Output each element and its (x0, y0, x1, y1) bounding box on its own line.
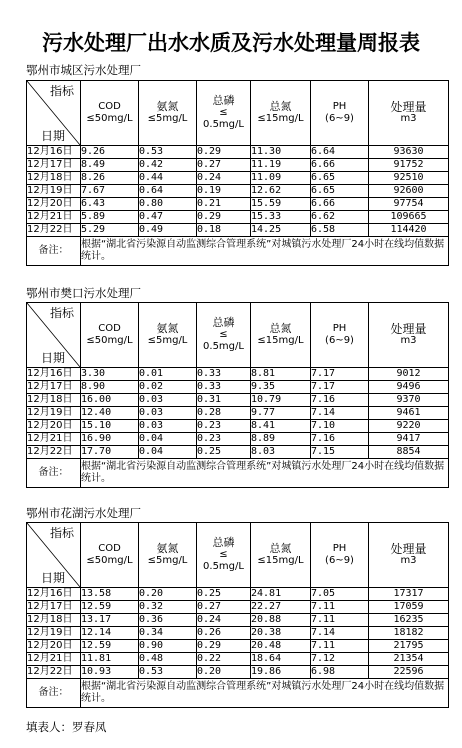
ph-cell: 6.65 (311, 172, 369, 185)
cod-name: COD (98, 101, 121, 112)
tn-cell: 8.81 (251, 368, 311, 381)
date-cell: 12月21日 (27, 433, 81, 446)
date-cell: 12月18日 (27, 172, 81, 185)
report-title: 污水处理厂出水水质及污水处理量周报表 (42, 30, 420, 55)
ph-cell: 6.66 (311, 198, 369, 211)
table-row (27, 211, 449, 224)
volume-cell: 9417 (369, 433, 449, 446)
tp-cell: 0.27 (197, 159, 251, 172)
ph-cell: 7.17 (311, 381, 369, 394)
filler-line (26, 719, 107, 735)
cod-cell: 5.89 (81, 211, 139, 224)
volume-name: 处理量 (390, 322, 427, 336)
tn-cell: 9.77 (251, 407, 311, 420)
note-row (27, 459, 449, 488)
plant-name: 鄂州市城区污水处理厂 (26, 63, 141, 77)
cod-header (81, 81, 139, 146)
volume-header (369, 81, 449, 146)
note-row (27, 237, 449, 266)
volume-unit: m3 (400, 555, 417, 566)
indicator-label: 指标 (49, 84, 74, 98)
date-cell: 12月18日 (27, 614, 81, 627)
cod-cell: 12.40 (81, 407, 139, 420)
tp-cell: 0.23 (197, 433, 251, 446)
ammonia-limit: ≤5mg/L (147, 335, 188, 346)
ammonia-cell: 0.01 (139, 368, 197, 381)
ammonia-cell: 0.03 (139, 394, 197, 407)
table-row (27, 381, 449, 394)
volume-cell: 17317 (369, 588, 449, 601)
date-cell: 12月19日 (27, 407, 81, 420)
tp-cell: 0.19 (197, 185, 251, 198)
volume-cell: 18182 (369, 627, 449, 640)
ph-cell: 6.58 (311, 224, 369, 237)
ph-header (311, 523, 369, 588)
tn-cell: 12.62 (251, 185, 311, 198)
ammonia-cell: 0.03 (139, 420, 197, 433)
table-row (27, 224, 449, 237)
volume-cell: 92510 (369, 172, 449, 185)
volume-cell: 114420 (369, 224, 449, 237)
tp-header (197, 523, 251, 588)
tn-cell: 22.27 (251, 601, 311, 614)
tn-header (251, 303, 311, 368)
tp-limit: 0.5mg/L (203, 341, 244, 352)
tp-header (197, 303, 251, 368)
ammonia-cell: 0.04 (139, 433, 197, 446)
tn-limit: ≤15mg/L (257, 335, 304, 346)
cod-header (81, 523, 139, 588)
volume-unit: m3 (400, 113, 417, 124)
table-row (27, 433, 449, 446)
cod-cell: 6.43 (81, 198, 139, 211)
ph-name: PH (332, 323, 347, 334)
indicator-label: 指标 (49, 526, 74, 540)
plant-table (26, 522, 449, 708)
date-cell: 12月16日 (27, 588, 81, 601)
tp-limit: 0.5mg/L (203, 561, 244, 572)
date-cell: 12月21日 (27, 653, 81, 666)
note-label: 备注： (27, 237, 81, 266)
ammonia-cell: 0.04 (139, 446, 197, 459)
ammonia-cell: 0.48 (139, 653, 197, 666)
table-row (27, 420, 449, 433)
cod-cell: 16.00 (81, 394, 139, 407)
table-row (27, 601, 449, 614)
cod-cell: 12.59 (81, 640, 139, 653)
date-label: 日期 (41, 129, 66, 143)
cod-cell: 13.58 (81, 588, 139, 601)
date-cell: 12月21日 (27, 211, 81, 224)
ph-range: (6~9) (325, 113, 354, 124)
tp-cell: 0.33 (197, 381, 251, 394)
cod-limit: ≤50mg/L (86, 555, 133, 566)
ph-cell: 6.64 (311, 146, 369, 159)
ph-cell: 7.16 (311, 433, 369, 446)
table-row (27, 666, 449, 679)
ammonia-cell: 0.20 (139, 588, 197, 601)
tp-header (197, 81, 251, 146)
date-cell: 12月16日 (27, 368, 81, 381)
tp-cell: 0.26 (197, 627, 251, 640)
volume-cell: 93630 (369, 146, 449, 159)
tn-name: 总氮 (269, 542, 292, 555)
tn-cell: 24.81 (251, 588, 311, 601)
ph-cell: 7.10 (311, 420, 369, 433)
tp-cell: 0.24 (197, 172, 251, 185)
ph-cell: 6.62 (311, 211, 369, 224)
cod-cell: 12.14 (81, 627, 139, 640)
diagonal-header-cell (27, 303, 81, 368)
tp-cell: 0.25 (197, 446, 251, 459)
volume-cell: 8854 (369, 446, 449, 459)
ammonia-cell: 0.02 (139, 381, 197, 394)
plant-table (26, 302, 449, 488)
table-row (27, 394, 449, 407)
date-cell: 12月22日 (27, 446, 81, 459)
table-row (27, 146, 449, 159)
tn-cell: 15.59 (251, 198, 311, 211)
ph-cell: 7.14 (311, 407, 369, 420)
volume-cell: 17059 (369, 601, 449, 614)
ph-cell: 7.17 (311, 368, 369, 381)
ammonia-name: 氨氮 (156, 542, 179, 555)
cod-cell: 9.26 (81, 146, 139, 159)
ammonia-header (139, 81, 197, 146)
ph-cell: 6.98 (311, 666, 369, 679)
table-row (27, 446, 449, 459)
date-label: 日期 (41, 571, 66, 585)
volume-cell: 109665 (369, 211, 449, 224)
table-row (27, 172, 449, 185)
note-label: 备注： (27, 459, 81, 488)
volume-header (369, 523, 449, 588)
tn-header (251, 81, 311, 146)
cod-limit: ≤50mg/L (86, 113, 133, 124)
tn-limit: ≤15mg/L (257, 555, 304, 566)
cod-cell: 5.29 (81, 224, 139, 237)
tp-cell: 0.24 (197, 614, 251, 627)
note-label: 备注： (27, 679, 81, 708)
cod-header (81, 303, 139, 368)
tp-cell: 0.22 (197, 653, 251, 666)
date-cell: 12月17日 (27, 159, 81, 172)
tn-name: 总氮 (269, 100, 292, 113)
tp-cell: 0.20 (197, 666, 251, 679)
cod-cell: 8.90 (81, 381, 139, 394)
ph-cell: 6.66 (311, 159, 369, 172)
tp-cell: 0.18 (197, 224, 251, 237)
ammonia-cell: 0.34 (139, 627, 197, 640)
tn-cell: 8.03 (251, 446, 311, 459)
tp-le: ≤ (219, 549, 228, 560)
ammonia-cell: 0.36 (139, 614, 197, 627)
ammonia-cell: 0.49 (139, 224, 197, 237)
cod-cell: 8.26 (81, 172, 139, 185)
ph-cell: 7.16 (311, 394, 369, 407)
cod-name: COD (98, 543, 121, 554)
table-row (27, 640, 449, 653)
date-cell: 12月20日 (27, 640, 81, 653)
ammonia-name: 氨氮 (156, 100, 179, 113)
volume-header (369, 303, 449, 368)
volume-cell: 97754 (369, 198, 449, 211)
tp-cell: 0.23 (197, 420, 251, 433)
tp-cell: 0.33 (197, 368, 251, 381)
tn-cell: 20.88 (251, 614, 311, 627)
cod-name: COD (98, 323, 121, 334)
cod-cell: 13.17 (81, 614, 139, 627)
ph-header (311, 81, 369, 146)
ammonia-name: 氨氮 (156, 322, 179, 335)
cod-cell: 17.70 (81, 446, 139, 459)
header-row (27, 303, 449, 368)
cod-cell: 16.90 (81, 433, 139, 446)
tp-cell: 0.29 (197, 640, 251, 653)
tn-cell: 8.89 (251, 433, 311, 446)
ammonia-limit: ≤5mg/L (147, 555, 188, 566)
volume-cell: 21795 (369, 640, 449, 653)
date-cell: 12月20日 (27, 420, 81, 433)
tn-cell: 9.35 (251, 381, 311, 394)
ph-cell: 7.15 (311, 446, 369, 459)
tn-cell: 18.64 (251, 653, 311, 666)
date-cell: 12月19日 (27, 627, 81, 640)
date-cell: 12月16日 (27, 146, 81, 159)
ammonia-cell: 0.32 (139, 601, 197, 614)
volume-cell: 92600 (369, 185, 449, 198)
diagonal-header-cell (27, 81, 81, 146)
ammonia-header (139, 523, 197, 588)
ph-name: PH (332, 101, 347, 112)
cod-cell: 3.30 (81, 368, 139, 381)
ammonia-limit: ≤5mg/L (147, 113, 188, 124)
tn-cell: 20.38 (251, 627, 311, 640)
note-row (27, 679, 449, 708)
table-row (27, 368, 449, 381)
filler-name: 罗春凤 (72, 720, 107, 734)
tn-cell: 10.79 (251, 394, 311, 407)
ph-cell: 7.11 (311, 640, 369, 653)
table-row (27, 653, 449, 666)
note-text: 根据“湖北省污染源自动监测综合管理系统”对城镇污水处理厂24小时在线均值数据统计。 (81, 459, 449, 488)
ammonia-cell: 0.03 (139, 407, 197, 420)
volume-cell: 21354 (369, 653, 449, 666)
date-cell: 12月17日 (27, 381, 81, 394)
tp-name: 总磷 (212, 94, 235, 107)
cod-cell: 15.10 (81, 420, 139, 433)
tn-cell: 14.25 (251, 224, 311, 237)
ph-cell: 7.05 (311, 588, 369, 601)
indicator-label: 指标 (49, 306, 74, 320)
cod-cell: 10.93 (81, 666, 139, 679)
tn-cell: 11.09 (251, 172, 311, 185)
volume-name: 处理量 (390, 542, 427, 556)
table-row (27, 185, 449, 198)
date-label: 日期 (41, 351, 66, 365)
diagonal-header-cell (27, 523, 81, 588)
tn-cell: 19.86 (251, 666, 311, 679)
tp-limit: 0.5mg/L (203, 119, 244, 130)
table-row (27, 614, 449, 627)
tn-limit: ≤15mg/L (257, 113, 304, 124)
cod-cell: 12.59 (81, 601, 139, 614)
ph-header (311, 303, 369, 368)
tn-cell: 11.19 (251, 159, 311, 172)
ph-cell: 7.11 (311, 614, 369, 627)
tp-name: 总磷 (212, 536, 235, 549)
tp-cell: 0.28 (197, 407, 251, 420)
tn-cell: 15.33 (251, 211, 311, 224)
volume-cell: 91752 (369, 159, 449, 172)
tn-cell: 8.41 (251, 420, 311, 433)
date-cell: 12月22日 (27, 666, 81, 679)
date-cell: 12月22日 (27, 224, 81, 237)
ammonia-cell: 0.53 (139, 146, 197, 159)
volume-cell: 9012 (369, 368, 449, 381)
ammonia-cell: 0.44 (139, 172, 197, 185)
cod-cell: 8.49 (81, 159, 139, 172)
plant-name: 鄂州市花湖污水处理厂 (26, 506, 141, 520)
ph-cell: 6.65 (311, 185, 369, 198)
ammonia-cell: 0.42 (139, 159, 197, 172)
volume-cell: 9461 (369, 407, 449, 420)
note-text: 根据“湖北省污染源自动监测综合管理系统”对城镇污水处理厂24小时在线均值数据统计。 (81, 237, 449, 266)
ph-cell: 7.11 (311, 601, 369, 614)
tp-cell: 0.29 (197, 211, 251, 224)
volume-cell: 22596 (369, 666, 449, 679)
ammonia-cell: 0.80 (139, 198, 197, 211)
ph-cell: 7.12 (311, 653, 369, 666)
tn-cell: 20.48 (251, 640, 311, 653)
volume-name: 处理量 (390, 100, 427, 114)
ammonia-cell: 0.47 (139, 211, 197, 224)
volume-cell: 9370 (369, 394, 449, 407)
date-cell: 12月19日 (27, 185, 81, 198)
tn-name: 总氮 (269, 322, 292, 335)
volume-cell: 9220 (369, 420, 449, 433)
cod-cell: 7.67 (81, 185, 139, 198)
tp-le: ≤ (219, 329, 228, 340)
volume-cell: 9496 (369, 381, 449, 394)
date-cell: 12月18日 (27, 394, 81, 407)
table-row (27, 627, 449, 640)
table-row (27, 407, 449, 420)
filler-label: 填表人： (26, 720, 72, 734)
ammonia-header (139, 303, 197, 368)
tp-cell: 0.25 (197, 588, 251, 601)
tp-name: 总磷 (212, 316, 235, 329)
tn-cell: 11.30 (251, 146, 311, 159)
table-row (27, 198, 449, 211)
volume-cell: 16235 (369, 614, 449, 627)
ammonia-cell: 0.90 (139, 640, 197, 653)
date-cell: 12月17日 (27, 601, 81, 614)
note-text: 根据“湖北省污染源自动监测综合管理系统”对城镇污水处理厂24小时在线均值数据统计。 (81, 679, 449, 708)
tp-cell: 0.21 (197, 198, 251, 211)
header-row (27, 81, 449, 146)
ph-range: (6~9) (325, 555, 354, 566)
tp-cell: 0.29 (197, 146, 251, 159)
ammonia-cell: 0.53 (139, 666, 197, 679)
cod-cell: 11.81 (81, 653, 139, 666)
tp-cell: 0.27 (197, 601, 251, 614)
tp-le: ≤ (219, 107, 228, 118)
cod-limit: ≤50mg/L (86, 335, 133, 346)
table-row (27, 159, 449, 172)
ph-cell: 7.14 (311, 627, 369, 640)
tp-cell: 0.31 (197, 394, 251, 407)
tn-header (251, 523, 311, 588)
table-row (27, 588, 449, 601)
ammonia-cell: 0.64 (139, 185, 197, 198)
ph-name: PH (332, 543, 347, 554)
plant-table (26, 80, 449, 266)
ph-range: (6~9) (325, 335, 354, 346)
header-row (27, 523, 449, 588)
date-cell: 12月20日 (27, 198, 81, 211)
plant-name: 鄂州市樊口污水处理厂 (26, 286, 141, 300)
volume-unit: m3 (400, 335, 417, 346)
